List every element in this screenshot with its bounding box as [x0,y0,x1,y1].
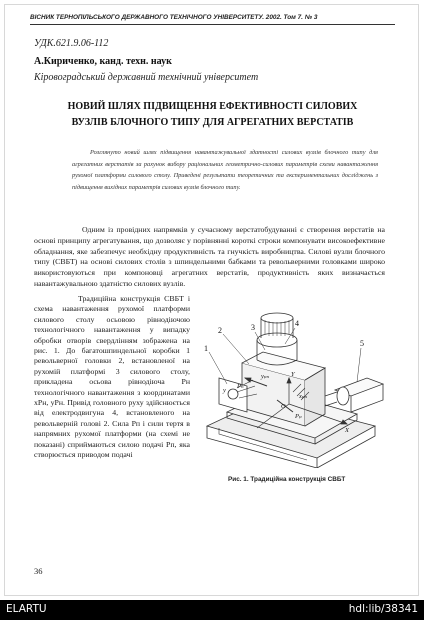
figure-axis-origin: O [281,403,286,410]
figure-machine-drawing [197,308,387,468]
title-line-2: ВУЗЛІВ БЛОЧНОГО ТИПУ ДЛЯ АГРЕГАТНИХ ВЕРСТАТІВ [71,117,354,128]
figure-caption: Рис. 1. Традиційна конструкція СВБТ [228,476,346,483]
figure-axis-y-small: y [223,387,226,394]
figure-label-1: 1 [204,344,208,353]
figure-axis-x: X [345,427,349,434]
figure-axis-y: Y [291,371,295,378]
figure-label-y-pn: yₚₙ [261,373,270,380]
figure-label-force-pn: Pₙ [237,383,244,390]
body-paragraph-1: Одним із провідних напрямків у сучасному верстатобудуванні є створення верстатів на основі принципу агрегатування, що дозволяє у порівнянні короткі строки компонувати високоефективне обладнання, яке забезпечує необхідну продуктивність та гнучкість виробництва. Силові вузли блочного типу (СВБТ) на основі силових столів з шпиндельними бабками та револьверними головками широко використовуються при компоновці агрегатних верстатів, продуктивність яких визначається навантажувальною здатністю силових вузлів. [34,225,385,288]
page-number: 36 [34,566,43,576]
journal-header: ВІСНИК ТЕРНОПІЛЬСЬКОГО ДЕРЖАВНОГО ТЕХНІЧНОГО УНІВЕРСИТЕТУ. 2002. Том 7. № 3 [30,14,395,25]
figure-label-3: 3 [251,323,255,332]
figure-label-x-pn: xₚₙ [299,393,308,400]
udk-code: УДК.621.9.06-112 [34,38,109,49]
figure-label-5: 5 [360,339,364,348]
author-affiliation: Кіровоградський державний технічний університет [34,72,259,83]
figure-label-4: 4 [295,319,299,328]
author-name: А.Кириченко, канд. техн. наук [34,56,172,67]
figure-label-force-pp: Pₚ [295,413,302,420]
figure-label-2: 2 [218,326,222,335]
body-paragraph-2: Традиційна конструкція СВБТ і схема навантаження рухомої платформи силового столу осьовою рівнодіючою технологічного навантаження у випадку обробки отворів свердлінням зображена на рис. 1. До багатошпиндельної коробки 1 револьверної головки 2, встановленої на рухомій платформі 3 силового столу, прикладена осьова рівнодіюча Рн технологічного навантаження з координатами xPн, yPн. Привід головного руху здійснюється від електродвигуна 4, встановленого на револьверній голові 2. Сила Рп і сили тертя в напрямних рухомої платформи (на схемі не показані) сприймаються силою подачі Рп, яка створюється приводом подачі [34,294,190,460]
repository-name: ELARTU [6,603,47,615]
article-title [40,99,385,131]
handle-identifier[interactable]: hdl:lib/38341 [348,603,418,615]
abstract: Розглянуто новий шлях підвищення навантажувальної здатності силових вузлів блочного типу для агрегатних верстатів за рахунок вибору раціональних геометрично-силових параметрів схеми навантаження рухомої платформи силового столу. Приведені результати теоретичних та експериментальних досліджень з підвищення вихідних параметрів силових вузлів блочного типу. [72,149,378,192]
viewer-footer-bar [0,600,424,620]
title-line-1: НОВИЙ ШЛЯХ ПІДВИЩЕННЯ ЕФЕКТИВНОСТІ СИЛОВИХ [67,101,358,112]
